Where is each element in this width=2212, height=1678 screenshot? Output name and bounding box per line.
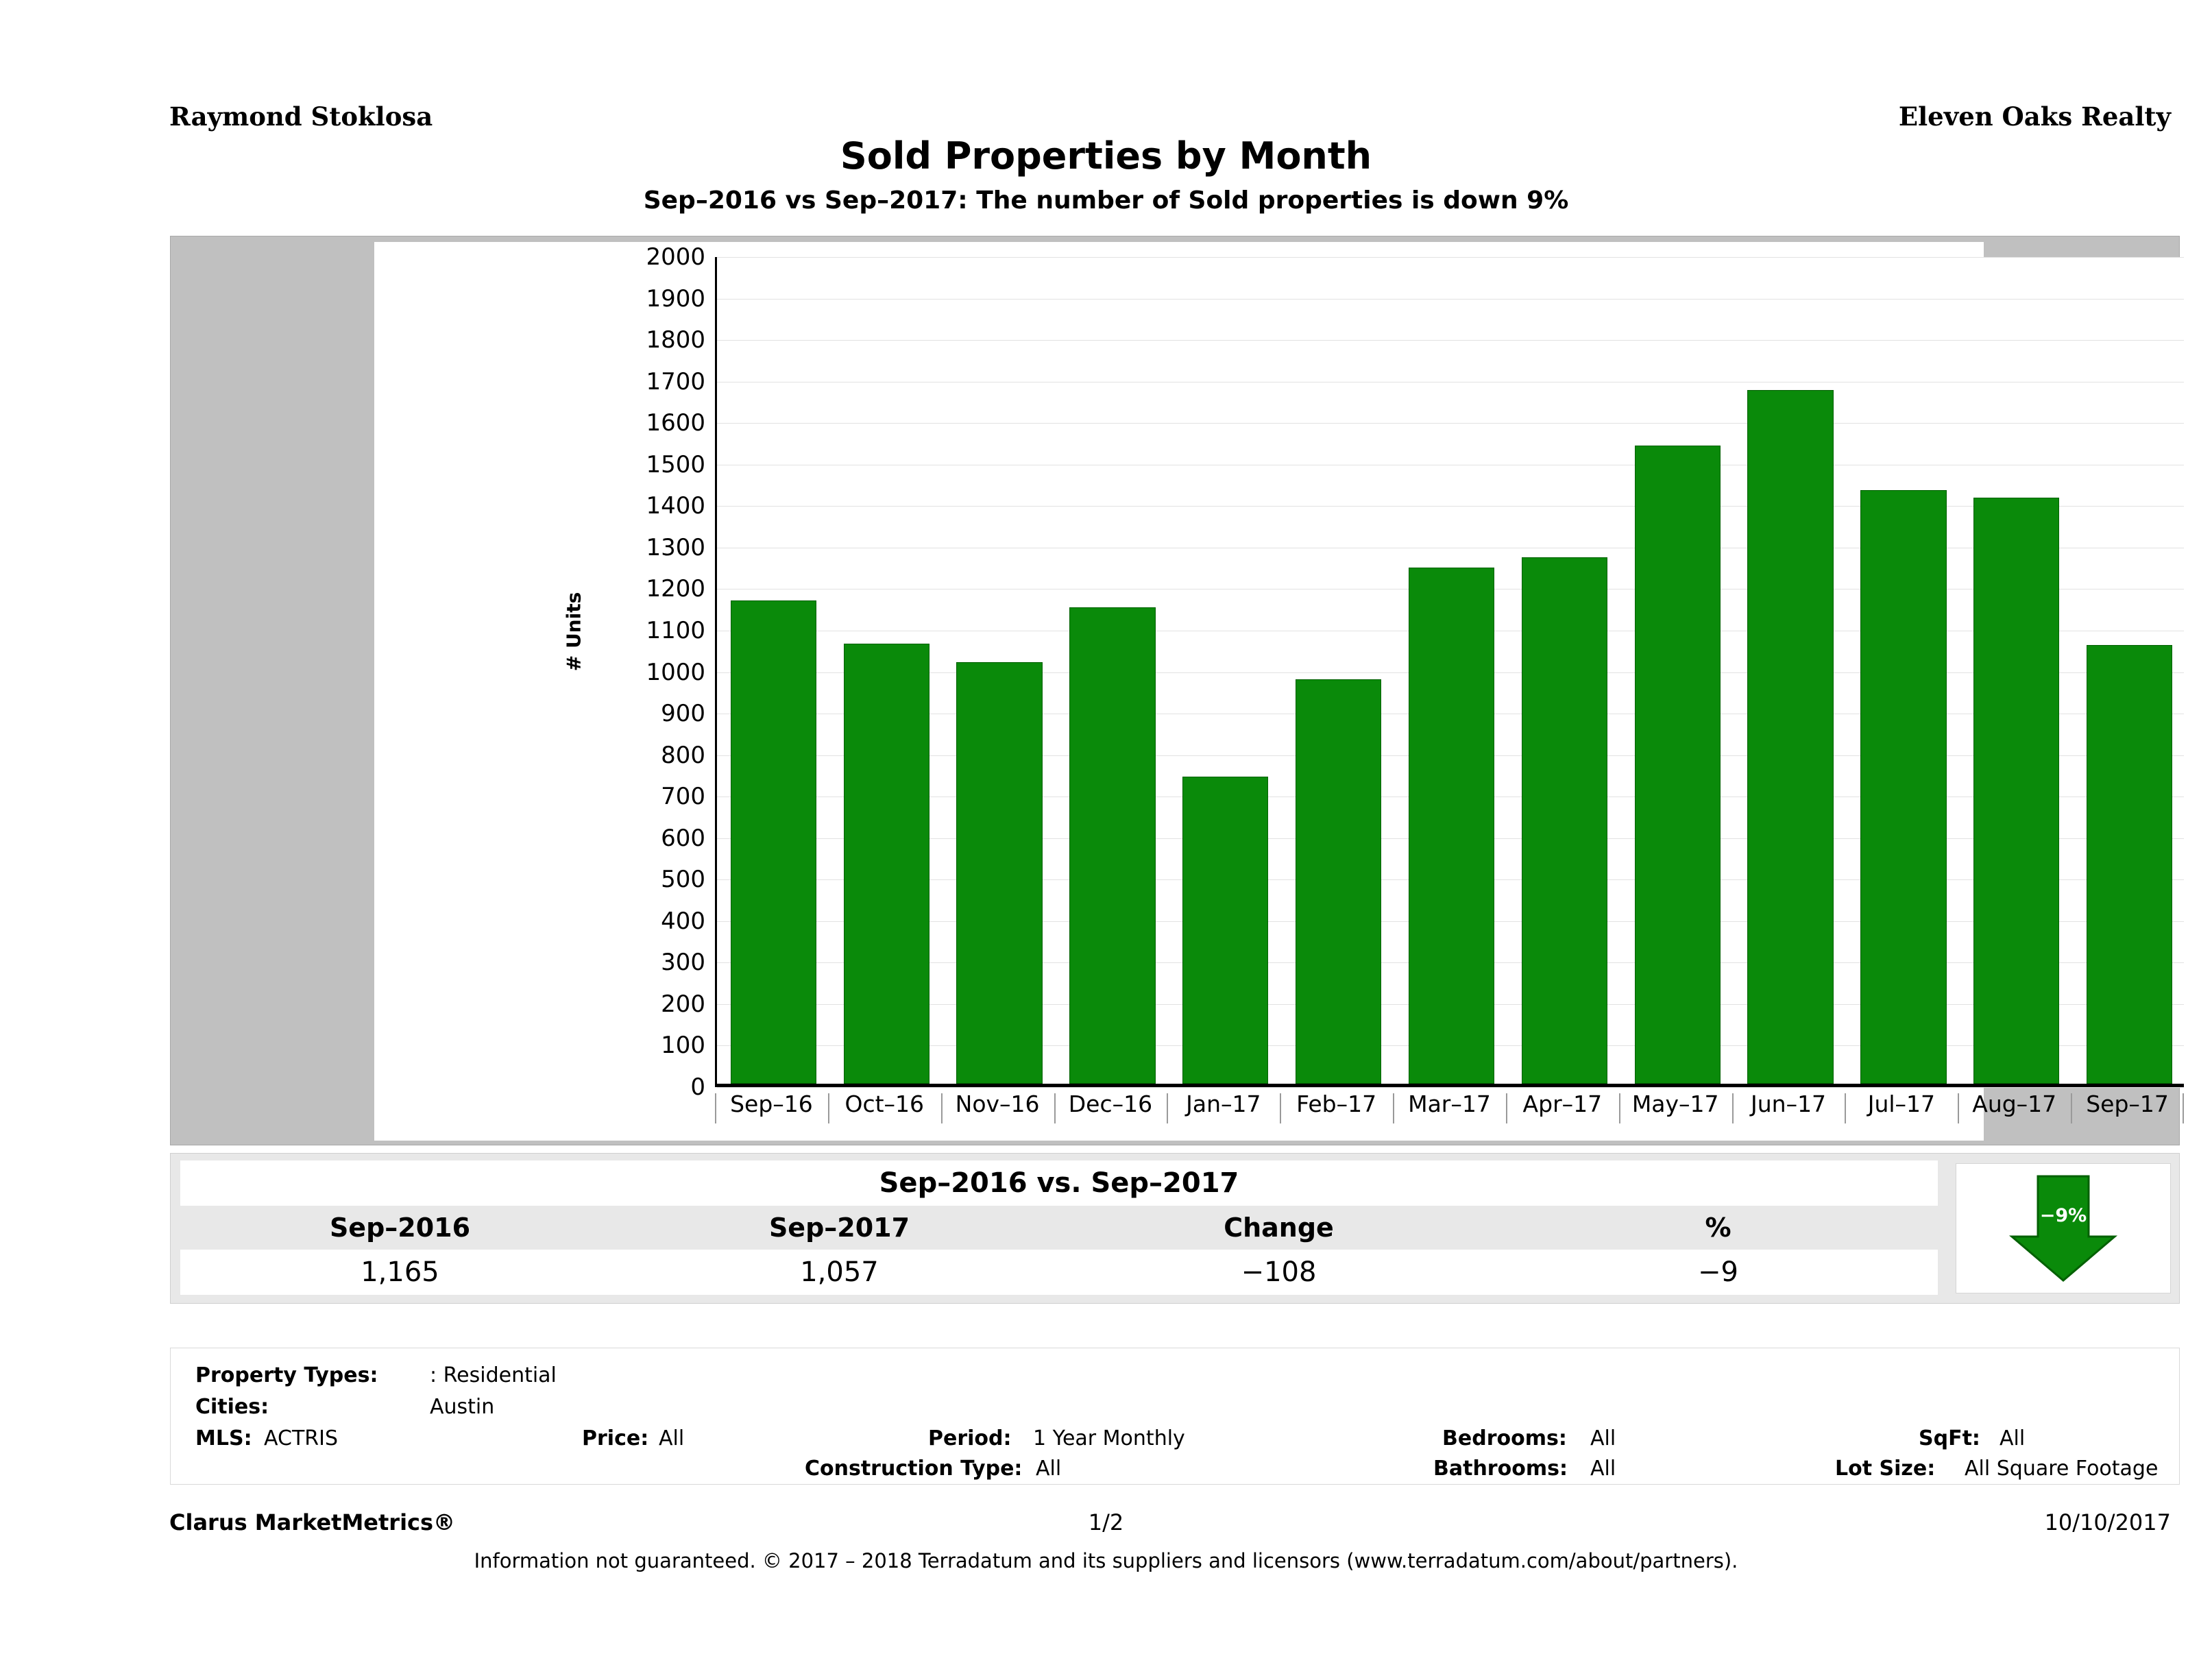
bar <box>1522 557 1607 1084</box>
x-axis-tick: Sep–17 <box>2086 1091 2169 1117</box>
down-arrow-icon <box>2005 1174 2122 1283</box>
comparison-value: 1,057 <box>800 1256 879 1288</box>
y-axis-tick: 400 <box>661 907 705 935</box>
y-axis-tick: 600 <box>661 824 705 852</box>
y-axis-tick: 1700 <box>646 367 705 396</box>
y-axis-title: # Units <box>562 592 585 672</box>
y-axis-tick: 1900 <box>646 284 705 313</box>
comparison-values-row <box>180 1250 1938 1295</box>
x-axis-separator <box>715 1093 716 1123</box>
x-axis-tick-labels <box>715 1091 2184 1132</box>
x-axis-separator <box>1845 1093 1846 1123</box>
bar <box>1296 679 1381 1084</box>
comparison-column-header: Change <box>1224 1213 1334 1243</box>
comparison-heading: Sep–2016 vs. Sep–2017 <box>180 1160 1938 1206</box>
x-axis-separator <box>828 1093 829 1123</box>
footer-brand: Clarus MarketMetrics® <box>169 1509 456 1535</box>
x-axis-tick: May–17 <box>1631 1091 1719 1117</box>
y-axis-tick: 1000 <box>646 658 705 686</box>
gridline <box>717 423 2184 424</box>
x-axis-tick: Feb–17 <box>1296 1091 1377 1117</box>
y-axis-tick: 2000 <box>646 243 705 271</box>
page-subtitle: Sep–2016 vs Sep–2017: The number of Sold properties is down 9% <box>643 186 1569 215</box>
y-axis-tick: 1600 <box>646 409 705 437</box>
criteria-sqft-label: SqFt: <box>1919 1426 1980 1450</box>
y-axis-tick-labels <box>582 243 705 1101</box>
bar <box>956 662 1042 1084</box>
y-axis-tick: 100 <box>661 1032 705 1060</box>
gridline <box>717 506 2184 507</box>
x-axis-tick: Jun–17 <box>1751 1091 1827 1117</box>
comparison-column-header: % <box>1705 1213 1731 1243</box>
comparison-column-header: Sep–2016 <box>329 1213 471 1243</box>
change-badge-label: −9% <box>2039 1205 2087 1226</box>
y-axis-tick: 0 <box>690 1073 705 1101</box>
bar <box>2087 645 2172 1084</box>
criteria-period-value: 1 Year Monthly <box>1033 1426 1185 1450</box>
bar-plot-area <box>715 257 2184 1087</box>
bar <box>1860 490 1946 1084</box>
x-axis-tick: Dec–16 <box>1068 1091 1153 1117</box>
comparison-panel <box>170 1153 2180 1304</box>
criteria-sqft-value: All <box>2000 1426 2026 1450</box>
criteria-cities-value: Austin <box>430 1395 495 1419</box>
agent-name: Raymond Stoklosa <box>169 101 433 132</box>
y-axis-tick: 1300 <box>646 533 705 561</box>
x-axis-separator <box>2071 1093 2072 1123</box>
change-badge <box>1956 1163 2171 1293</box>
y-axis-tick: 800 <box>661 741 705 769</box>
x-axis-tick: Apr–17 <box>1522 1091 1603 1117</box>
footer-date: 10/10/2017 <box>2044 1509 2171 1535</box>
y-axis-tick: 1800 <box>646 326 705 354</box>
y-axis-tick: 200 <box>661 990 705 1018</box>
x-axis-separator <box>1393 1093 1394 1123</box>
criteria-bathrooms-value: All <box>1590 1457 1616 1481</box>
comparison-value: −108 <box>1241 1256 1317 1288</box>
comparison-column-headers <box>180 1206 1938 1250</box>
y-axis-tick: 900 <box>661 700 705 728</box>
y-axis-tick: 300 <box>661 949 705 977</box>
x-axis-tick: Mar–17 <box>1408 1091 1491 1117</box>
y-axis-tick: 1400 <box>646 492 705 520</box>
x-axis-separator <box>1506 1093 1507 1123</box>
criteria-construction-value: All <box>1036 1457 1062 1481</box>
comparison-table <box>180 1160 1938 1296</box>
y-axis-tick: 500 <box>661 866 705 894</box>
y-axis-tick: 700 <box>661 783 705 811</box>
x-axis-separator <box>941 1093 943 1123</box>
criteria-lotsize-label: Lot Size: <box>1835 1457 1936 1481</box>
criteria-property-types-label: Property Types: <box>195 1363 378 1387</box>
bar <box>1747 390 1833 1084</box>
x-axis-tick: Jul–17 <box>1867 1091 1936 1117</box>
gridline <box>717 299 2184 300</box>
bar <box>1635 446 1721 1084</box>
bar <box>1069 607 1155 1084</box>
bar <box>731 600 816 1084</box>
x-axis-separator <box>1732 1093 1734 1123</box>
comparison-column-header: Sep–2017 <box>768 1213 910 1243</box>
bar <box>1409 568 1494 1084</box>
criteria-mls-label: MLS: <box>195 1426 252 1450</box>
criteria-price-label: Price: <box>582 1426 649 1450</box>
footer-page-number: 1/2 <box>1088 1509 1124 1535</box>
x-axis-separator <box>1280 1093 1281 1123</box>
criteria-period-label: Period: <box>928 1426 1012 1450</box>
bar <box>844 644 929 1084</box>
x-axis-separator <box>2183 1093 2184 1123</box>
x-axis-separator <box>1167 1093 1168 1123</box>
y-axis-tick: 1200 <box>646 575 705 603</box>
y-axis-tick: 1500 <box>646 450 705 478</box>
search-criteria-panel <box>170 1348 2180 1485</box>
footer-disclaimer: Information not guaranteed. © 2017 – 2018 Terradatum and its suppliers and licensors (www.terradatum.com/about/partners). <box>474 1549 1738 1572</box>
x-axis-separator <box>1619 1093 1620 1123</box>
bar <box>1182 777 1268 1084</box>
criteria-property-types-value: : Residential <box>430 1363 557 1387</box>
criteria-bedrooms-value: All <box>1590 1426 1616 1450</box>
criteria-cities-label: Cities: <box>195 1395 269 1419</box>
y-axis-tick: 1100 <box>646 616 705 644</box>
criteria-price-value: All <box>659 1426 685 1450</box>
criteria-construction-label: Construction Type: <box>805 1457 1023 1481</box>
chart-container <box>170 236 2180 1145</box>
comparison-value: −9 <box>1698 1256 1738 1288</box>
x-axis-separator <box>1054 1093 1056 1123</box>
gridline <box>717 340 2184 341</box>
gridline <box>717 257 2184 258</box>
bar <box>1973 498 2059 1084</box>
x-axis-tick: Aug–17 <box>1972 1091 2057 1117</box>
criteria-bathrooms-label: Bathrooms: <box>1433 1457 1568 1481</box>
gridline <box>717 1087 2184 1088</box>
brokerage-name: Eleven Oaks Realty <box>1898 101 2171 132</box>
x-axis-tick: Oct–16 <box>844 1091 925 1117</box>
x-axis-tick: Nov–16 <box>955 1091 1040 1117</box>
x-axis-tick: Sep–16 <box>730 1091 813 1117</box>
criteria-lotsize-value: All Square Footage <box>1965 1457 2159 1481</box>
comparison-value: 1,165 <box>361 1256 439 1288</box>
x-axis-separator <box>1958 1093 1959 1123</box>
x-axis-tick: Jan–17 <box>1186 1091 1261 1117</box>
criteria-bedrooms-label: Bedrooms: <box>1442 1426 1567 1450</box>
criteria-mls-value: ACTRIS <box>264 1426 339 1450</box>
page-title: Sold Properties by Month <box>840 134 1372 178</box>
